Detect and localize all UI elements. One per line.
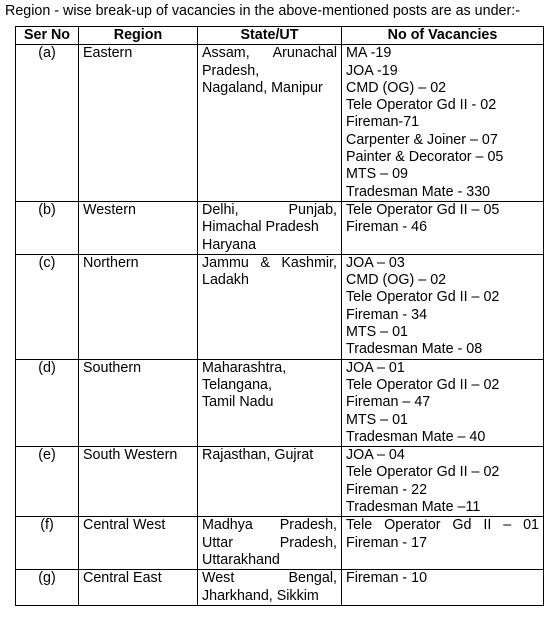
ser-no-cell: (d) — [16, 359, 79, 446]
vacancy-line: JOA -19 — [346, 62, 398, 79]
state-line: Jharkhand, Sikkim — [202, 587, 319, 604]
state-line: Nagaland, Manipur — [202, 79, 323, 96]
vacancy-line: Tele Operator Gd II – 02 — [346, 289, 500, 306]
vacancies-cell — [342, 359, 544, 446]
table-header-row — [16, 27, 544, 45]
state-line: Uttarakhand — [202, 551, 280, 568]
vacancies-cell — [342, 517, 544, 570]
header-region: Region — [79, 27, 198, 45]
region-cell: Southern — [79, 359, 198, 446]
vacancy-line: MTS – 01 — [346, 411, 408, 428]
state-cell — [198, 570, 342, 606]
vacancy-line: JOA – 03 — [346, 254, 405, 271]
state-cell — [198, 45, 342, 202]
state-line: Madhya Pradesh, — [202, 517, 337, 534]
vacancy-line: Tele Operator Gd II - 02 — [346, 97, 497, 114]
ser-no-cell: (c) — [16, 254, 79, 359]
region-cell: Eastern — [79, 45, 198, 202]
region-cell: Western — [79, 201, 198, 254]
state-line: Telangana, — [202, 376, 272, 393]
ser-no-cell: (a) — [16, 45, 79, 202]
state-line: Uttar Pradesh, — [202, 534, 337, 551]
vacancy-line: Tradesman Mate – 40 — [346, 428, 486, 445]
ser-no-cell: (g) — [16, 570, 79, 606]
header-ser-no: Ser No — [16, 27, 79, 45]
vacancy-line: Carpenter & Joiner – 07 — [346, 131, 498, 148]
state-line: Pradesh, — [202, 62, 260, 79]
table-row — [16, 447, 544, 517]
vacancy-line: Tradesman Mate - 08 — [346, 341, 483, 358]
ser-no-cell: (e) — [16, 447, 79, 517]
state-line: Assam, Arunachal — [202, 45, 337, 62]
vacancy-line: Tradesman Mate –11 — [346, 499, 481, 516]
vacancy-line: Tele Operator Gd II – 02 — [346, 376, 500, 393]
table-row — [16, 254, 544, 359]
state-line: West Bengal, — [202, 570, 337, 587]
state-line: Maharashtra, — [202, 359, 287, 376]
vacancy-line: Tele Operator Gd II – 02 — [346, 464, 500, 481]
ser-no-cell: (f) — [16, 517, 79, 570]
region-cell: Northern — [79, 254, 198, 359]
vacancy-line: Fireman – 47 — [346, 394, 431, 411]
header-state-ut: State/UT — [198, 27, 342, 45]
vacancy-line: JOA – 04 — [346, 447, 405, 464]
state-line: Himachal Pradesh — [202, 219, 319, 236]
state-line: Rajasthan, Gujrat — [202, 447, 314, 464]
vacancy-line: CMD (OG) – 02 — [346, 79, 447, 96]
vacancy-line: JOA – 01 — [346, 359, 405, 376]
table-row — [16, 201, 544, 254]
state-cell — [198, 254, 342, 359]
vacancy-line: MA -19 — [346, 45, 392, 62]
state-line: Jammu & Kashmir, — [202, 254, 337, 271]
vacancy-line: Tradesman Mate - 330 — [346, 183, 491, 200]
vacancies-cell — [342, 201, 544, 254]
vacancy-line: Fireman-71 — [346, 114, 420, 131]
ser-no-cell: (b) — [16, 201, 79, 254]
header-no-of-vacancies: No of Vacancies — [342, 27, 544, 45]
region-cell: South Western — [79, 447, 198, 517]
vacancy-line: Fireman - 17 — [346, 534, 428, 551]
vacancies-cell — [342, 254, 544, 359]
state-line: Haryana — [202, 236, 257, 253]
state-line: Ladakh — [202, 272, 249, 289]
state-cell — [198, 359, 342, 446]
vacancy-table — [15, 26, 544, 606]
state-cell — [198, 517, 342, 570]
state-line: Delhi, Punjab, — [202, 201, 337, 218]
table-row — [16, 359, 544, 446]
state-cell — [198, 201, 342, 254]
table-row — [16, 45, 544, 202]
region-cell: Central East — [79, 570, 198, 606]
vacancy-line: Painter & Decorator – 05 — [346, 149, 504, 166]
vacancy-line: MTS – 01 — [346, 324, 408, 341]
vacancy-line: Fireman - 34 — [346, 306, 428, 323]
vacancy-line: CMD (OG) – 02 — [346, 272, 447, 289]
vacancies-cell — [342, 570, 544, 606]
vacancy-line: Fireman - 46 — [346, 219, 428, 236]
vacancy-line: Fireman - 10 — [346, 570, 428, 587]
vacancy-line: Tele Operator Gd II – 05 — [346, 201, 500, 218]
vacancy-line: MTS – 09 — [346, 166, 408, 183]
state-line: Tamil Nadu — [202, 394, 274, 411]
table-row — [16, 570, 544, 606]
vacancies-cell — [342, 45, 544, 202]
vacancies-cell — [342, 447, 544, 517]
state-cell — [198, 447, 342, 517]
region-cell: Central West — [79, 517, 198, 570]
vacancy-line: Fireman - 22 — [346, 481, 428, 498]
vacancy-line: Tele Operator Gd II – 01 — [346, 517, 539, 534]
table-row — [16, 517, 544, 570]
intro-text: Region - wise break-up of vacancies in the above-mentioned posts are as under:- — [5, 3, 520, 19]
